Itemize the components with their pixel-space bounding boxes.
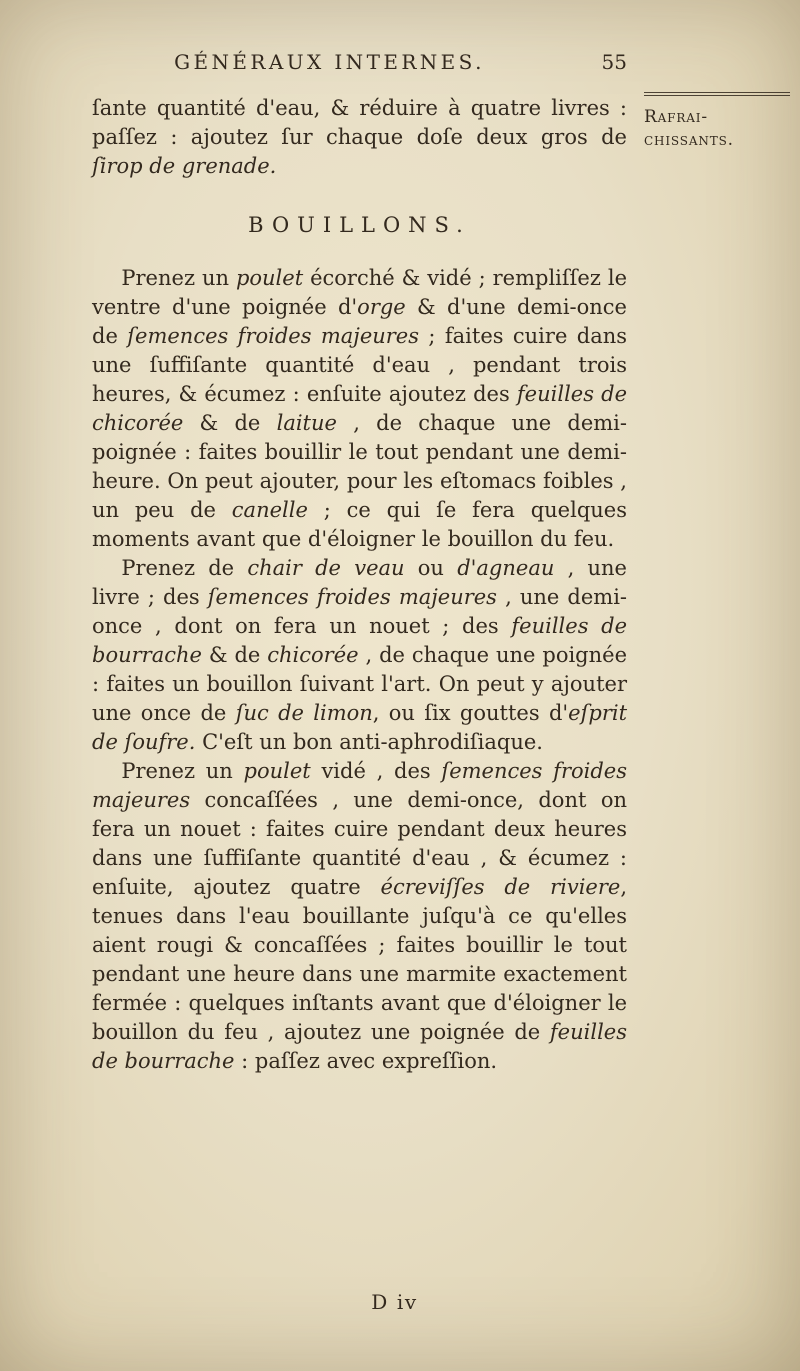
paragraph-bouillon-1: Prenez un poulet écorché & vidé ; rempliſſez le ventre d'une poignée d'orge & d'une demi-once de ſemences froides majeures ; faites cuire dans une ſuffiſante quantité d'eau , pendant trois heures, & écumez : enſuite ajoutez des feuilles de chicorée & de laitue , de chaque une demi-poignée : faites bouillir le tout pendant une demi-heure. On peut ajouter, pour les eſtomacs foibles , un peu de canelle ; ce qui ſe fera quelques moments avant que d'éloigner le bouillon du feu. <box>92 266 628 551</box>
margin-note-line: Rafrai- <box>644 107 708 127</box>
margin-note-line: chissants. <box>644 130 734 150</box>
paragraph-bouillon-2: Prenez de chair de veau ou d'agneau , une livre ; des ſemences froides majeures , une demi-once , dont on fera un nouet ; des feuilles de bourrache & de chicorée , de chaque une poignée : faites un bouillon ſuivant l'art. On peut y ajouter une once de ſuc de limon, ou ſix gouttes d'eſprit de ſoufre. C'eſt un bon anti-aphrodiſiaque. <box>92 556 628 754</box>
running-head <box>92 50 627 80</box>
paragraph-bouillon-3: Prenez un poulet vidé , des ſemences froides majeures concaſſées , une demi-once, dont on fera un nouet : faites cuire pendant deux heures dans une ſuffiſante quantité d'eau , & écumez : enſuite, ajoutez quatre écreviſſes de riviere, tenues dans l'eau bouillante juſqu'à ce qu'elles aient rougi & concaſſées ; faites bouillir le tout pendant une heure dans une marmite exactement fermée : quelques inſtants avant que d'éloigner le bouillon du feu , ajoutez une poignée de feuilles de bourrache : paſſez avec expreſſion. <box>92 759 628 1073</box>
intro-paragraph: ſante quantité d'eau, & réduire à quatre livres : paſſez : ajoutez ſur chaque doſe deux gros de ſirop de grenade. <box>92 96 627 178</box>
text-column <box>92 94 627 1076</box>
margin-note <box>644 92 790 152</box>
margin-note-rule <box>644 92 790 96</box>
running-title: GÉNÉRAUX INTERNES. <box>174 50 485 74</box>
page-number: 55 <box>601 50 627 74</box>
section-heading: BOUILLONS. <box>248 213 471 237</box>
signature-mark: D iv <box>371 1290 418 1314</box>
